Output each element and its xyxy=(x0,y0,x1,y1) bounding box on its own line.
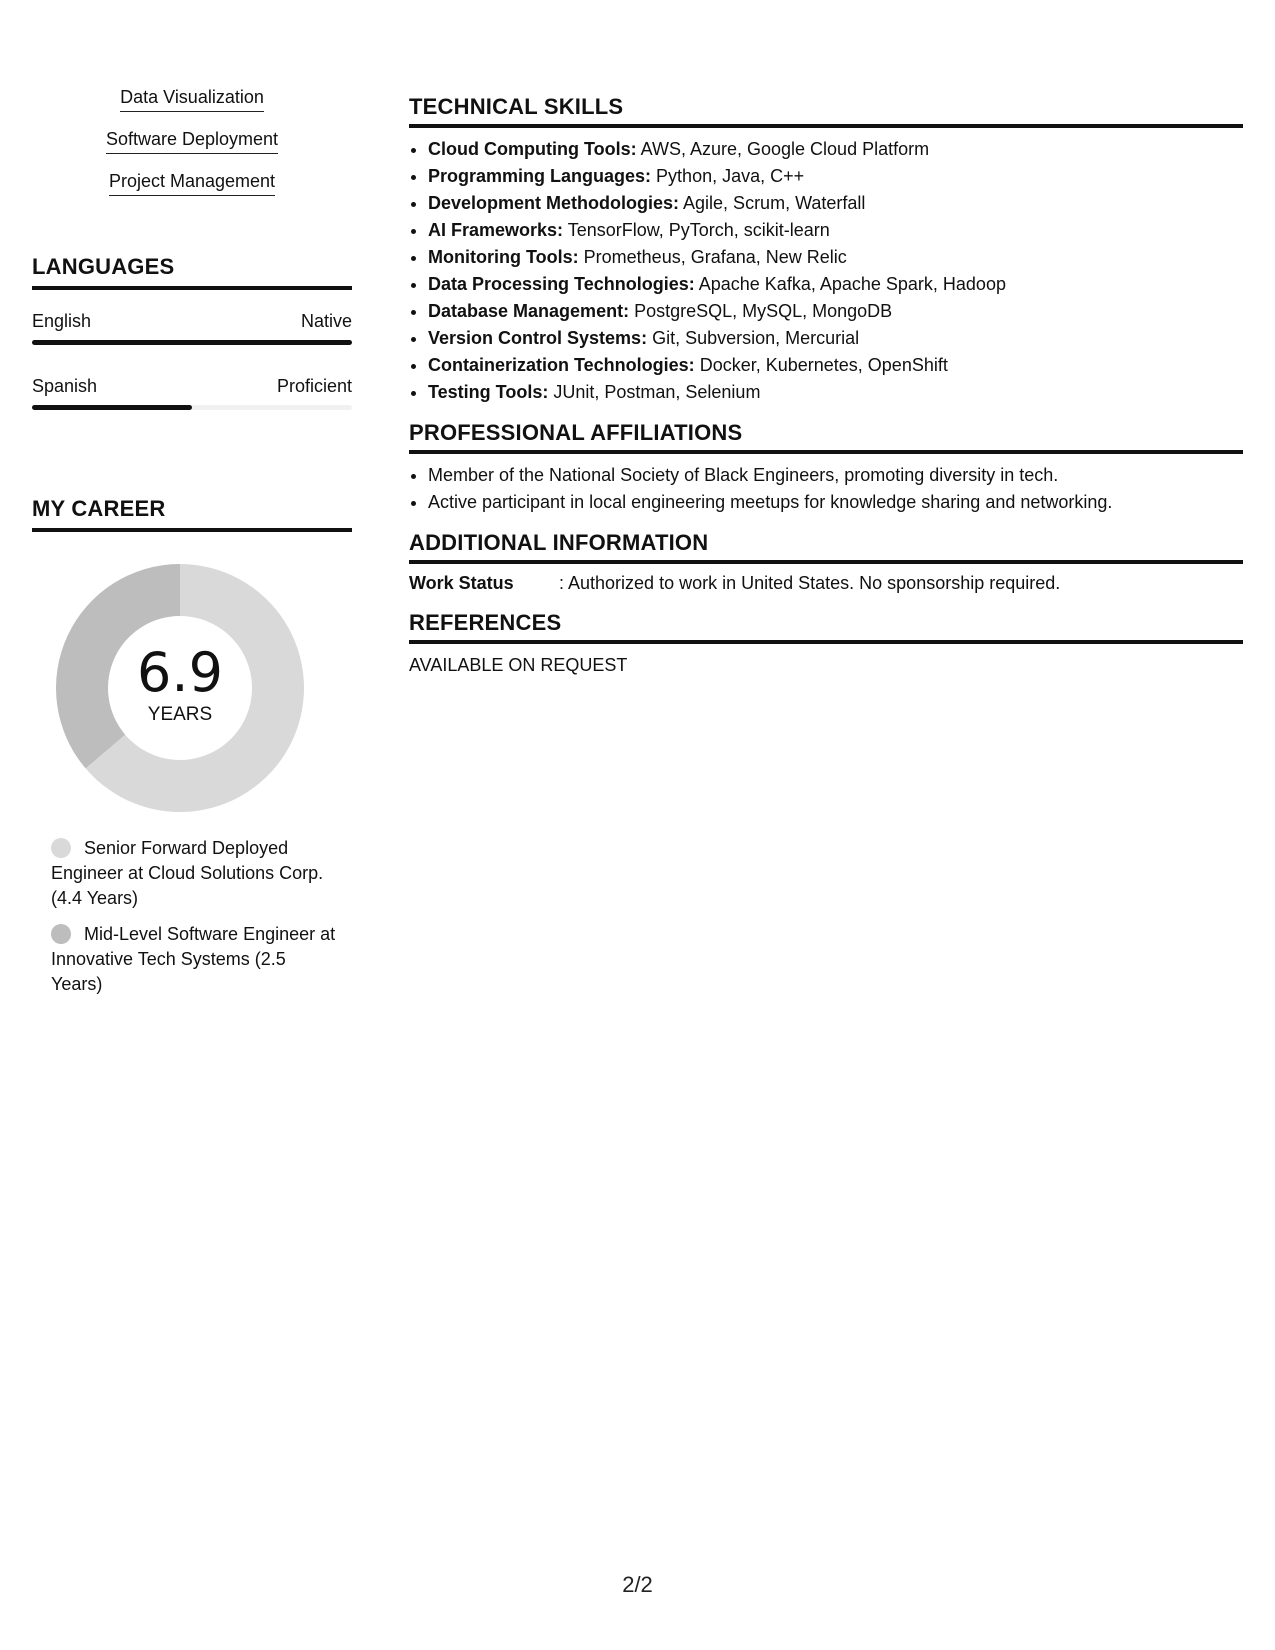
additional-info-section xyxy=(409,530,1243,596)
references-text: AVAILABLE ON REQUEST xyxy=(409,655,628,675)
career-donut-chart xyxy=(56,564,304,812)
legend-item xyxy=(51,922,341,997)
skill-values: Agile, Scrum, Waterfall xyxy=(683,193,866,213)
affiliations-heading: PROFESSIONAL AFFILIATIONS xyxy=(409,420,1243,454)
list-item: • Member of the National Society of Black Engineers, promoting diversity in tech. xyxy=(428,462,1243,489)
skill-values: Prometheus, Grafana, New Relic xyxy=(583,247,847,267)
career-total-years: 6.9 xyxy=(137,641,223,704)
career-years-unit: YEARS xyxy=(147,704,213,725)
work-status-row xyxy=(409,570,1243,596)
proficiency-bar xyxy=(32,340,352,345)
proficiency-fill xyxy=(32,405,192,410)
list-item xyxy=(428,190,1243,217)
skill-category: Version Control Systems: xyxy=(428,328,648,348)
skill-tag: Project Management xyxy=(109,170,275,196)
skill-category: Data Processing Technologies: xyxy=(428,274,695,294)
language-item xyxy=(32,310,352,345)
legend-label: Senior Forward Deployed Engineer at Cloud Solutions Corp. (4.4 Years) xyxy=(51,838,324,908)
career-heading: MY CAREER xyxy=(32,496,352,532)
skill-values: AWS, Azure, Google Cloud Platform xyxy=(640,139,930,159)
skill-values: TensorFlow, PyTorch, scikit-learn xyxy=(567,220,830,240)
list-item xyxy=(428,136,1243,163)
language-name: Spanish xyxy=(32,376,98,396)
additional-info-heading: ADDITIONAL INFORMATION xyxy=(409,530,1243,564)
skill-tags xyxy=(32,86,352,212)
list-item: • Active participant in local engineering meetups for knowledge sharing and networking. xyxy=(428,489,1243,516)
work-status-value: : Authorized to work in United States. No sponsorship required. xyxy=(559,573,1061,593)
list-item xyxy=(428,271,1243,298)
skill-values: JUnit, Postman, Selenium xyxy=(553,382,761,402)
skill-category: Development Methodologies: xyxy=(428,193,680,213)
skill-values: Apache Kafka, Apache Spark, Hadoop xyxy=(698,274,1006,294)
affiliations-section xyxy=(409,420,1243,516)
skill-tag: Data Visualization xyxy=(120,86,264,112)
skill-category: Testing Tools: xyxy=(428,382,549,402)
skill-values: Docker, Kubernetes, OpenShift xyxy=(699,355,948,375)
list-item xyxy=(428,163,1243,190)
languages-section xyxy=(32,254,352,410)
legend-dot-icon xyxy=(51,838,71,858)
skill-category: Containerization Technologies: xyxy=(428,355,695,375)
skill-values: PostgreSQL, MySQL, MongoDB xyxy=(634,301,893,321)
skill-category: Cloud Computing Tools: xyxy=(428,139,637,159)
list-item xyxy=(428,352,1243,379)
languages-heading: LANGUAGES xyxy=(32,254,352,290)
proficiency-fill xyxy=(32,340,352,345)
skill-values: Git, Subversion, Mercurial xyxy=(652,328,860,348)
language-name: English xyxy=(32,311,92,331)
legend-item xyxy=(51,836,341,911)
skill-category: Programming Languages: xyxy=(428,166,652,186)
skill-category: Monitoring Tools: xyxy=(428,247,579,267)
work-status-label: Work Status xyxy=(409,573,514,593)
donut-center xyxy=(56,564,304,812)
technical-skills-section xyxy=(409,94,1243,406)
references-section xyxy=(409,610,1243,678)
list-item xyxy=(428,244,1243,271)
technical-skills-heading: TECHNICAL SKILLS xyxy=(409,94,1243,128)
career-legend xyxy=(51,836,341,1008)
career-section xyxy=(32,496,352,994)
list-item xyxy=(428,217,1243,244)
technical-skills-list xyxy=(409,136,1243,406)
skill-tag: Software Deployment xyxy=(106,128,278,154)
skill-category: Database Management: xyxy=(428,301,630,321)
language-level: Native xyxy=(300,311,352,331)
proficiency-bar xyxy=(32,405,352,410)
skill-values: Python, Java, C++ xyxy=(656,166,805,186)
main-content xyxy=(409,94,1243,692)
skill-category: AI Frameworks: xyxy=(428,220,564,240)
affiliations-list xyxy=(409,462,1243,516)
list-item xyxy=(428,298,1243,325)
language-item xyxy=(32,375,352,410)
legend-label: Mid-Level Software Engineer at Innovative Tech Systems (2.5 Years) xyxy=(51,924,336,994)
list-item xyxy=(428,325,1243,352)
list-item xyxy=(428,379,1243,406)
language-level: Proficient xyxy=(276,376,352,396)
references-heading: REFERENCES xyxy=(409,610,1243,644)
legend-dot-icon xyxy=(51,924,71,944)
page-number: 2/2 xyxy=(622,1572,653,1597)
